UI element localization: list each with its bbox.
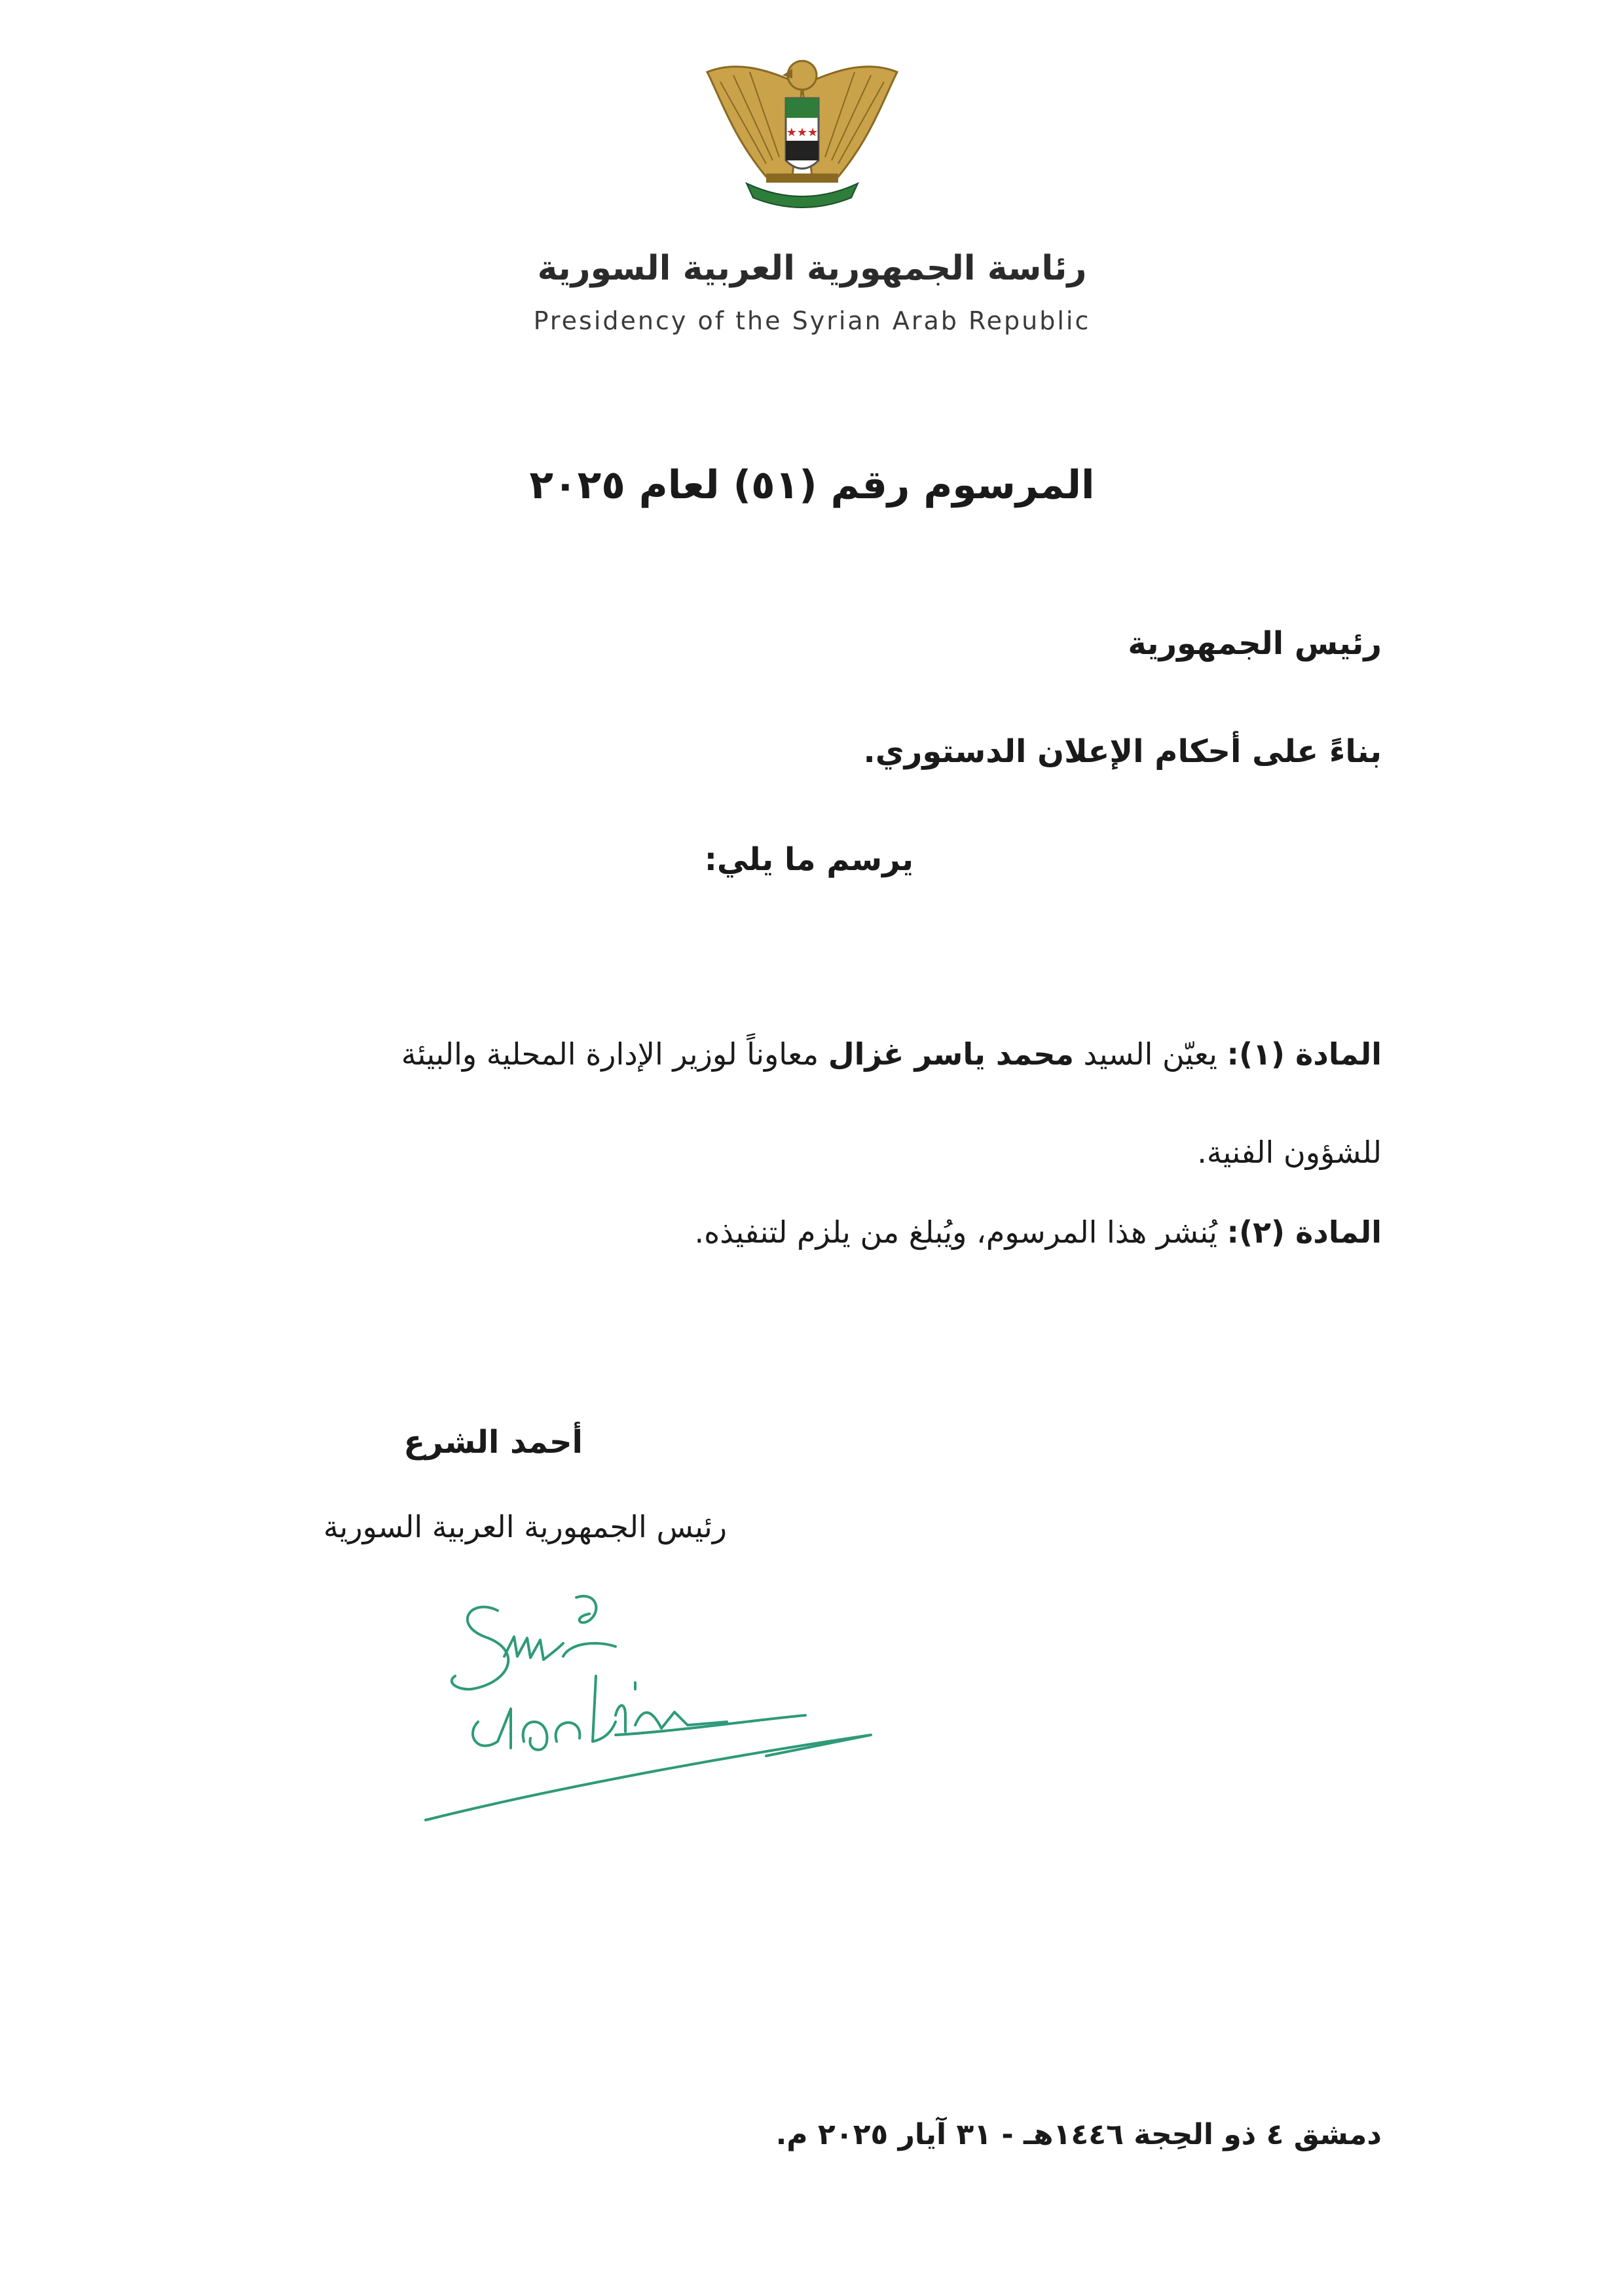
article-2-label: المادة (٢): <box>1227 1214 1382 1250</box>
legal-basis: بناءً على أحكام الإعلان الدستوري. <box>863 733 1382 770</box>
svg-text:★★★: ★★★ <box>786 126 819 139</box>
article-1-text-post: معاوناً لوزير الإدارة المحلية والبيئة <box>401 1036 828 1072</box>
article-1 <box>268 1005 1382 1201</box>
signatory-name: أحمد الشرع <box>403 1424 583 1461</box>
presidency-title-english: Presidency of the Syrian Arab Republic <box>533 306 1091 335</box>
handwritten-signature-icon <box>399 1584 897 1833</box>
decree-title: المرسوم رقم (٥١) لعام ٢٠٢٥ <box>529 462 1095 508</box>
article-1-text-pre: يعيّن السيد <box>1073 1036 1227 1072</box>
presidency-title-arabic: رئاسة الجمهورية العربية السورية <box>537 249 1087 288</box>
article-1-text-line2: للشؤون الفنية. <box>1197 1135 1382 1170</box>
president-heading: رئيس الجمهورية <box>1128 625 1382 662</box>
decrees-following: يرسم ما يلي: <box>704 841 913 878</box>
signatory-title: رئيس الجمهورية العربية السورية <box>323 1509 727 1544</box>
article-1-label: المادة (١): <box>1227 1036 1382 1072</box>
article-2-text: يُنشر هذا المرسوم، ويُبلغ من يلزم لتنفيذه. <box>694 1214 1227 1250</box>
article-2 <box>695 1214 1382 1250</box>
footer-date: دمشق ٤ ذو الحِجة ١٤٤٦هـ - ٣١ آيار ٢٠٢٥ م. <box>775 2118 1382 2151</box>
appointee-name: محمد ياسر غزال <box>828 1036 1074 1072</box>
syrian-eagle-emblem-icon <box>694 46 910 216</box>
